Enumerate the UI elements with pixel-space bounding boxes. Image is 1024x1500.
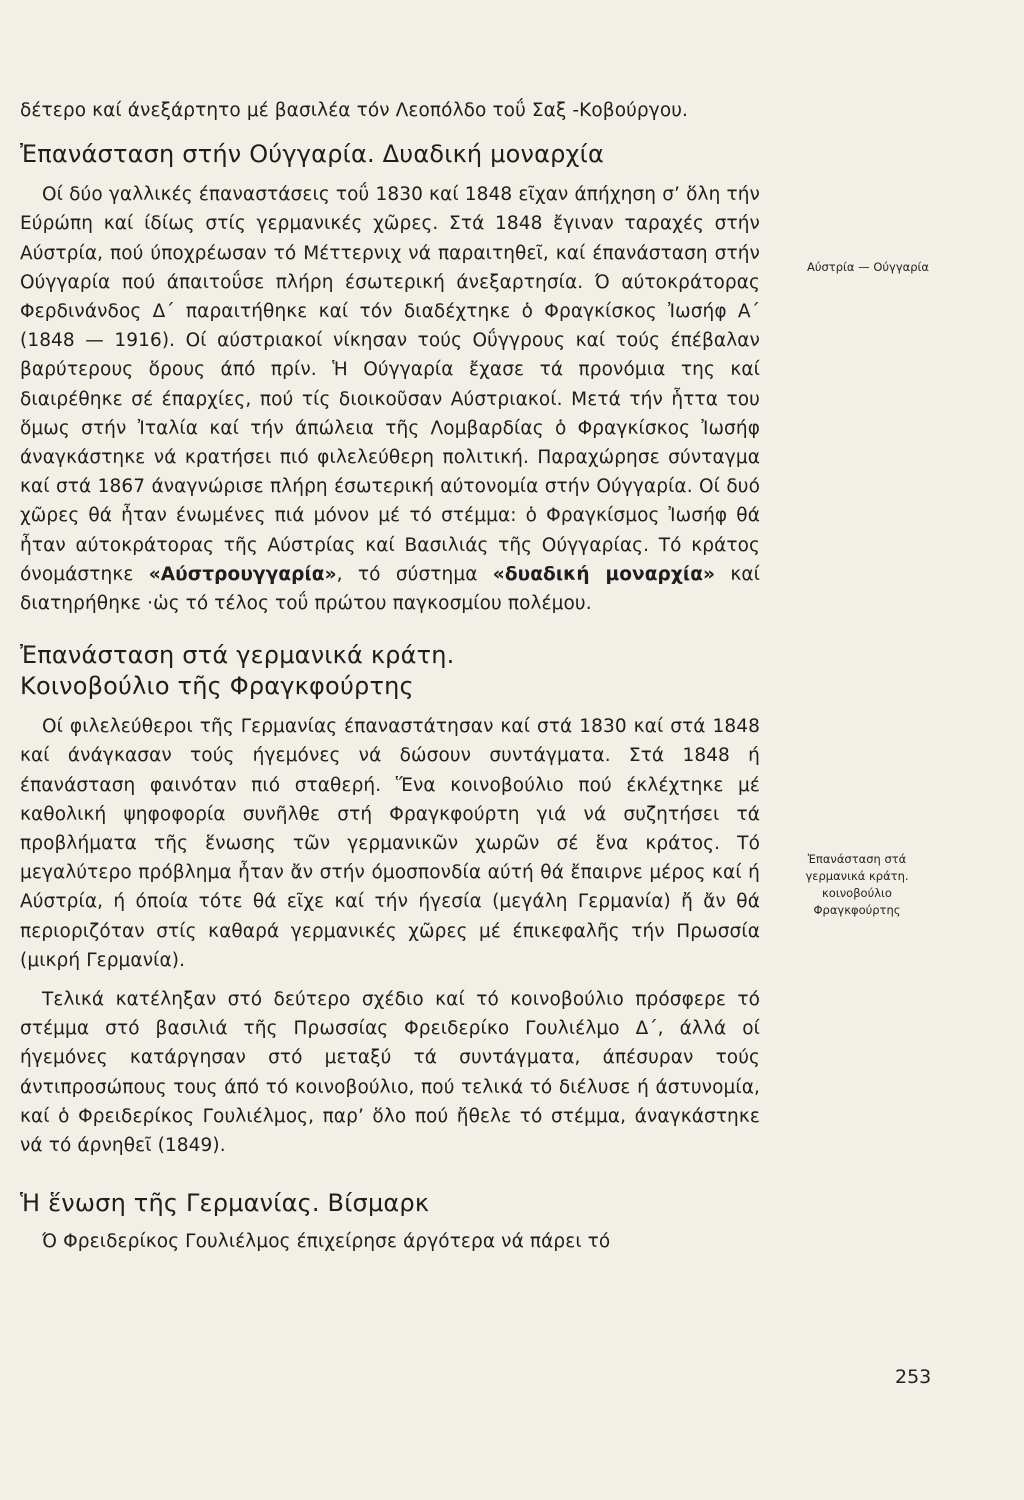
bismarck-paragraph: Ό Φρειδερίκος Γουλιέλμος έπιχείρησε άργότερα νά πάρει τό [42,1231,611,1253]
margin-note-line: Ἐπανάσταση στά [807,852,907,866]
heading-line-1: Ἐπανάσταση στά γερμανικά κράτη. [20,641,455,670]
margin-note-austria-hungary: Αύστρία — Ούγγαρία [807,260,929,274]
frankfurt-paragraph-2: Τελικά κατέληξαν στό δεύτερο σχέδιο καί τό κοινοβούλιο πρόσφερε τό στέμμα στό βασιλιά τῆς Πρωσσίας Φρειδερίκο Γουλιέλμο Δ΄, άλλά οί ήγεμόνες κατάργησαν στό μεταξύ τά συντάγματα, άπέσυραν τούς άντιπροσώπους τους άπό τό κοινοβούλιο, πού τελικά τό διέλυσε ή άστυνομία, καί ὁ Φρειδερίκος Γουλιέλμος, παρ’ ὅλο πού ἤθελε τό στέμμα, άναγκάστηκε νά τό άρνηθεῖ (1849). [20,989,760,1157]
margin-note-line: κοινοβούλιο [822,886,892,900]
margin-note-line: Φραγκφούρτης [813,903,901,917]
margin-note-line: γερμανικά κράτη. [805,869,909,883]
section-heading-german-states [20,640,760,702]
hungary-text-part1: Οί δύο γαλλικές έπαναστάσεις τοΰ 1830 καί 1848 εῖχαν άπήχηση σ’ ὅλη τήν Εύρώπη καί ίδίως στίς γερμανικές χῶρες. Στά 1848 ἔγιναν ταραχές στήν Αύστρία, πού ύποχρέωσαν τό Μέττερνιχ νά παραιτηθεῖ, καί έπανάσταση στήν Ούγγαρία πού άπαιτοΰσε πλήρη έσωτερική άνεξαρτησία. Ό αύτοκράτορας Φερδινάνδος Δ΄ παραιτήθηκε καί τόν διαδέχτηκε ὁ Φραγκίσκος Ἰωσήφ Α΄ (1848 — 1916). Οί αύστριακοί νίκησαν τούς Οΰγγρους καί τούς έπέβαλαν βαρύτερους ὅρους άπό πρίν. Ἡ Ούγγαρία ἔχασε τά προνόμια της καί διαιρέθηκε σέ έπαρχίες, πού τίς διοικοῦσαν Αύστριακοί. Μετά τήν ἧττα του ὅμως στήν Ἰταλία καί τήν άπώλεια τῆς Λομβαρδίας ὁ Φραγκίσκος Ἰωσήφ άναγκάστηκε νά κρατήσει πιό φιλελεύθερη πολιτική. Παραχώρησε σύνταγμα καί στά 1867 άναγνώρισε πλήρη έσωτερική αύτονομία στήν Ούγγαρία. Οί δυό χῶρες θά ἦταν ένωμένες πιά μόνον μέ τό στέμμα: ὁ Φραγκίσμος Ἰωσήφ θά ἦταν αύτοκράτορας τῆς Αύστρίας καί Βασιλιάς τῆς Ούγγαρίας. Τό κράτος όνομάστηκε [20,184,760,585]
hungary-paragraph [20,180,760,618]
opening-paragraph: δέτερο καί άνεξάρτητο μέ βασιλέα τόν Λεοπόλδο τοΰ Σαξ -Κοβούργου. [20,100,689,121]
dual-monarchy-term: «δυαδική μοναρχία» [492,563,716,585]
heading-line-2: Κοινοβούλιο τῆς Φραγκφούρτης [20,672,414,701]
page-number: 253 [895,1366,932,1388]
hungary-text-part3: καί διατηρήθηκε ·ὡς τό τέλος τοΰ πρώτου παγκοσμίου πολέμου. [20,563,761,615]
hungary-text-part2: , τό σύστημα [336,563,493,585]
frankfurt-paragraph-1: Οί φιλελεύθεροι τῆς Γερμανίας έπαναστάτησαν καί στά 1830 καί στά 1848 καί άνάγκασαν τούς ήγεμόνες νά δώσουν συντάγματα. Στά 1848 ή έπανάσταση φαινόταν πιό σταθερή. Ἕνα κοινοβούλιο πού έκλέχτηκε μέ καθολική ψηφοφορία συνῆλθε στή Φραγκφούρτη γιά νά συζητήσει τά προβλήματα τῆς ἕνωσης τῶν γερμανικῶν χωρῶν σέ ἕνα κράτος. Τό μεγαλύτερο πρόβλημα ἦταν ἄν στήν όμοσπονδία αύτή θά ἔπαιρνε μέρος καί ή Αύστρία, ή όποία τότε θά εῖχε καί τήν ήγεσία (μεγάλη Γερμανία) ἤ ἄν θά περιοριζόταν στίς καθαρά γερμανικές χῶρες μέ έπικεφαλῆς τήν Πρωσσία (μικρή Γερμανία). [20,716,760,971]
section-heading-hungary: Ἐπανάσταση στήν Ούγγαρία. Δυαδική μοναρχία [20,140,604,169]
austria-hungary-term: «Αύστρουγγαρία» [148,563,337,585]
section-heading-unification: Ἡ ἕνωση τῆς Γερμανίας. Βίσμαρκ [20,1189,430,1218]
margin-note-frankfurt [782,851,932,919]
main-text-column [20,96,760,1257]
